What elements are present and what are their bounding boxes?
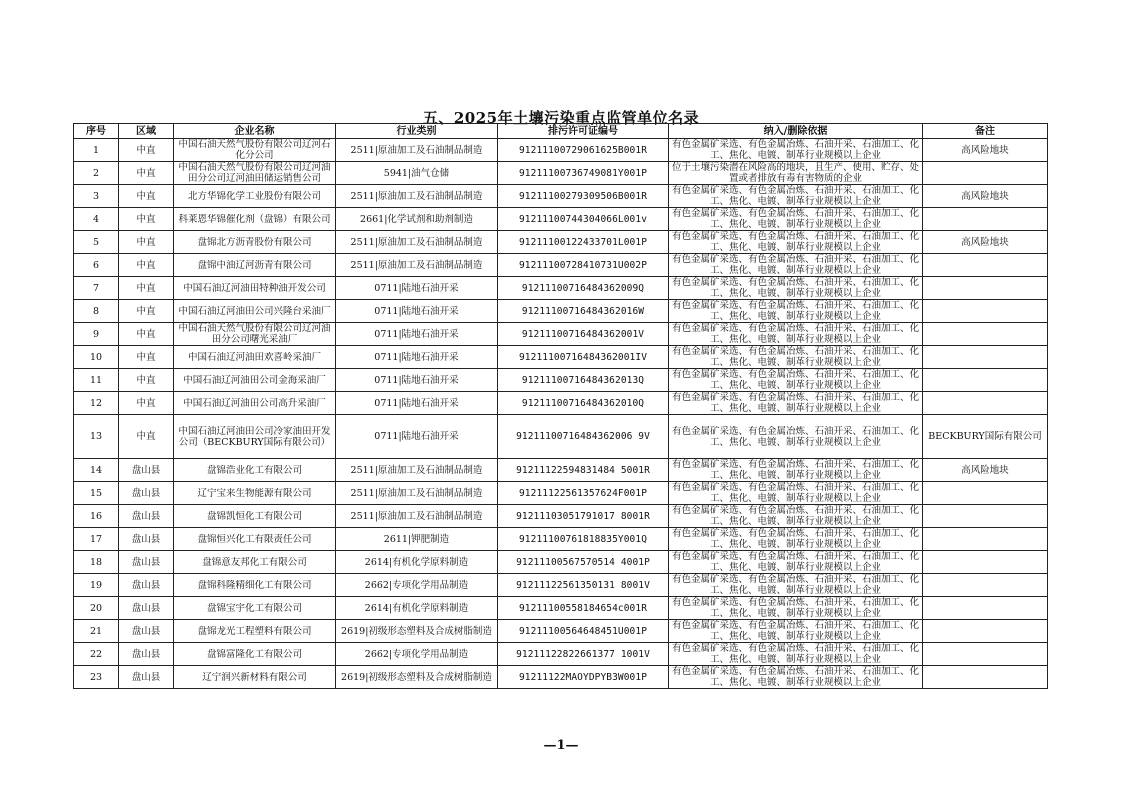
cell-region: 中直 (119, 300, 174, 323)
page-number: —1— (543, 738, 579, 753)
cell-permit: 91211122594831484 5001R (498, 459, 669, 482)
cell-basis (669, 528, 923, 551)
table-row (74, 346, 1048, 369)
cell-remark: 高风险地块 (923, 231, 1048, 254)
cell-basis-text: 有色金属矿采选、有色金属冶炼、石油开采、石油加工、化工、焦化、电镀、制革行业规模以上企业 (671, 323, 919, 345)
cell-name (174, 459, 336, 482)
cell-basis-text: 有色金属矿采选、有色金属冶炼、石油开采、石油加工、化工、焦化、电镀、制革行业规模以上企业 (671, 574, 919, 596)
cell-name (174, 528, 336, 551)
cell-region: 中直 (119, 208, 174, 231)
cell-permit: 91211100729061625B001R (498, 139, 669, 162)
cell-region: 盘山县 (119, 505, 174, 528)
cell-basis-text: 有色金属矿采选、有色金属冶炼、石油开采、石油加工、化工、焦化、电镀、制革行业规模以上企业 (671, 528, 919, 550)
cell-name-text: 盘锦浩业化工有限公司 (206, 464, 302, 476)
cell-permit: 91211100122433701L001P (498, 231, 669, 254)
table-row (74, 597, 1048, 620)
cell-permit: 91211100744304066L001v (498, 208, 669, 231)
cell-remark (923, 346, 1048, 369)
cell-no: 17 (74, 528, 119, 551)
cell-no: 6 (74, 254, 119, 277)
cell-industry: 2511|原油加工及石油制品制造 (336, 231, 498, 254)
cell-region: 盘山县 (119, 528, 174, 551)
cell-basis-text: 有色金属矿采选、有色金属冶炼、石油开采、石油加工、化工、焦化、电镀、制革行业规模以上企业 (671, 208, 919, 230)
cell-no: 11 (74, 369, 119, 392)
cell-basis-text: 有色金属矿采选、有色金属冶炼、石油开采、石油加工、化工、焦化、电镀、制革行业规模以上企业 (671, 505, 919, 527)
cell-remark (923, 643, 1048, 666)
cell-basis (669, 415, 923, 459)
column-header-permit: 排污许可证编号 (498, 124, 669, 139)
table-row (74, 162, 1048, 185)
cell-industry: 2661|化学试剂和助剂制造 (336, 208, 498, 231)
cell-name-text: 中国石油天然气股份有限公司辽河石化分公司 (178, 139, 331, 161)
cell-basis (669, 277, 923, 300)
cell-region: 中直 (119, 254, 174, 277)
cell-no: 21 (74, 620, 119, 643)
cell-basis (669, 505, 923, 528)
cell-no: 4 (74, 208, 119, 231)
cell-industry: 2511|原油加工及石油制品制造 (336, 139, 498, 162)
cell-name-text: 北方华锦化学工业股份有限公司 (187, 190, 321, 202)
column-header-no: 序号 (74, 124, 119, 139)
cell-basis-text: 有色金属矿采选、有色金属冶炼、石油开采、石油加工、化工、焦化、电镀、制革行业规模以上企业 (671, 459, 919, 481)
cell-basis (669, 666, 923, 689)
cell-permit: 91211103051791017 8001R (498, 505, 669, 528)
cell-name-text: 中国石油辽河油田欢喜岭采油厂 (187, 351, 321, 363)
cell-name-text: 中国石油辽河油田公司高升采油厂 (183, 397, 326, 409)
cell-basis-text: 有色金属矿采选、有色金属冶炼、石油开采、石油加工、化工、焦化、电镀、制革行业规模以上企业 (671, 482, 919, 504)
column-header-remark: 备注 (923, 124, 1048, 139)
cell-industry: 2614|有机化学原料制造 (336, 551, 498, 574)
table-row (74, 528, 1048, 551)
cell-region: 中直 (119, 162, 174, 185)
cell-no: 1 (74, 139, 119, 162)
cell-basis-text: 有色金属矿采选、有色金属冶炼、石油开采、石油加工、化工、焦化、电镀、制革行业规模以上企业 (671, 277, 919, 299)
cell-permit: 91211100761818835Y001Q (498, 528, 669, 551)
cell-no: 5 (74, 231, 119, 254)
cell-remark: BECKBURY国际有限公司 (923, 415, 1048, 459)
table-row (74, 574, 1048, 597)
cell-basis-text: 有色金属矿采选、有色金属冶炼、石油开采、石油加工、化工、焦化、电镀、制革行业规模以上企业 (671, 425, 919, 448)
cell-name (174, 185, 336, 208)
cell-basis-text: 有色金属矿采选、有色金属冶炼、石油开采、石油加工、化工、焦化、电镀、制革行业规模以上企业 (671, 346, 919, 368)
table-row (74, 620, 1048, 643)
cell-name (174, 162, 336, 185)
cell-remark (923, 369, 1048, 392)
cell-name-text: 中国石油天然气股份有限公司辽河油田分公司曙光采油厂 (178, 323, 331, 345)
cell-name (174, 482, 336, 505)
cell-name (174, 300, 336, 323)
cell-name (174, 415, 336, 459)
cell-region: 中直 (119, 369, 174, 392)
cell-region: 盘山县 (119, 666, 174, 689)
cell-region: 中直 (119, 346, 174, 369)
cell-remark: 高风险地块 (923, 139, 1048, 162)
cell-basis (669, 139, 923, 162)
cell-basis-text: 有色金属矿采选、有色金属冶炼、石油开采、石油加工、化工、焦化、电镀、制革行业规模以上企业 (671, 369, 919, 391)
cell-no: 12 (74, 392, 119, 415)
cell-basis (669, 254, 923, 277)
cell-basis (669, 459, 923, 482)
cell-region: 中直 (119, 392, 174, 415)
cell-region: 中直 (119, 323, 174, 346)
cell-name (174, 231, 336, 254)
cell-remark: 高风险地块 (923, 459, 1048, 482)
cell-name (174, 574, 336, 597)
cell-basis-text: 有色金属矿采选、有色金属冶炼、石油开采、石油加工、化工、焦化、电镀、制革行业规模以上企业 (671, 139, 919, 161)
cell-name (174, 208, 336, 231)
cell-remark (923, 323, 1048, 346)
table-row (74, 185, 1048, 208)
cell-basis (669, 597, 923, 620)
cell-basis (669, 643, 923, 666)
cell-name (174, 505, 336, 528)
cell-permit: 91211100716484362009Q (498, 277, 669, 300)
cell-name (174, 551, 336, 574)
cell-industry: 2619|初级形态塑料及合成树脂制造 (336, 666, 498, 689)
cell-name-text: 中国石油辽河油田公司冷家油田开发公司（BECKBURY国际有限公司） (178, 425, 331, 448)
cell-industry: 0711|陆地石油开采 (336, 369, 498, 392)
cell-basis (669, 323, 923, 346)
cell-no: 2 (74, 162, 119, 185)
cell-permit: 91211100567570514 4001P (498, 551, 669, 574)
cell-region: 盘山县 (119, 482, 174, 505)
cell-name-text: 中国石油辽河油田公司金海采油厂 (183, 374, 326, 386)
cell-remark (923, 208, 1048, 231)
cell-basis (669, 208, 923, 231)
cell-industry: 0711|陆地石油开采 (336, 392, 498, 415)
table-row (74, 323, 1048, 346)
cell-basis (669, 392, 923, 415)
cell-name-text: 盘锦科隆精细化工有限公司 (197, 579, 312, 591)
cell-permit: 91211100558184654c001R (498, 597, 669, 620)
cell-name-text: 盘锦中油辽河沥青有限公司 (197, 259, 312, 271)
cell-name-text: 辽宁润兴新材料有限公司 (202, 671, 307, 683)
cell-no: 13 (74, 415, 119, 459)
cell-industry: 2619|初级形态塑料及合成树脂制造 (336, 620, 498, 643)
cell-basis-text: 有色金属矿采选、有色金属冶炼、石油开采、石油加工、化工、焦化、电镀、制革行业规模以上企业 (671, 597, 919, 619)
cell-region: 盘山县 (119, 597, 174, 620)
cell-remark (923, 482, 1048, 505)
table-header-row (74, 124, 1048, 139)
table-row (74, 231, 1048, 254)
table-row (74, 482, 1048, 505)
cell-no: 16 (74, 505, 119, 528)
cell-no: 14 (74, 459, 119, 482)
cell-name-text: 中国石油辽河油田公司兴隆台采油厂 (178, 305, 331, 317)
cell-basis (669, 300, 923, 323)
cell-name-text: 盘锦恒兴化工有限责任公司 (197, 533, 312, 545)
cell-remark (923, 254, 1048, 277)
cell-region: 中直 (119, 185, 174, 208)
cell-basis-text: 有色金属矿采选、有色金属冶炼、石油开采、石油加工、化工、焦化、电镀、制革行业规模以上企业 (671, 231, 919, 253)
cell-remark (923, 528, 1048, 551)
cell-industry: 2611|钾肥制造 (336, 528, 498, 551)
table-row (74, 505, 1048, 528)
page-title: 五、2025年土壤污染重点监管单位名录 (422, 109, 700, 127)
cell-basis (669, 620, 923, 643)
cell-permit: 91211100279309506B001R (498, 185, 669, 208)
cell-basis (669, 551, 923, 574)
cell-basis-text: 有色金属矿采选、有色金属冶炼、石油开采、石油加工、化工、焦化、电镀、制革行业规模以上企业 (671, 551, 919, 573)
cell-remark (923, 277, 1048, 300)
cell-industry: 2662|专项化学用品制造 (336, 574, 498, 597)
cell-remark (923, 392, 1048, 415)
cell-industry: 0711|陆地石油开采 (336, 346, 498, 369)
cell-region: 盘山县 (119, 459, 174, 482)
cell-no: 3 (74, 185, 119, 208)
cell-region: 中直 (119, 277, 174, 300)
cell-no: 23 (74, 666, 119, 689)
cell-name-text: 盘锦龙光工程塑料有限公司 (197, 625, 312, 637)
cell-no: 7 (74, 277, 119, 300)
cell-permit: 91211100728410731U002P (498, 254, 669, 277)
cell-basis-text: 有色金属矿采选、有色金属冶炼、石油开采、石油加工、化工、焦化、电镀、制革行业规模以上企业 (671, 300, 919, 322)
cell-basis (669, 574, 923, 597)
cell-no: 15 (74, 482, 119, 505)
cell-industry: 2662|专项化学用品制造 (336, 643, 498, 666)
cell-region: 盘山县 (119, 551, 174, 574)
cell-name-text: 盘锦富隆化工有限公司 (206, 648, 302, 660)
table-row (74, 208, 1048, 231)
cell-industry: 5941|油气仓储 (336, 162, 498, 185)
cell-permit: 91211100716484362010Q (498, 392, 669, 415)
cell-basis (669, 162, 923, 185)
cell-permit: 91211122561350131 8001V (498, 574, 669, 597)
cell-name-text: 辽宁宝来生物能源有限公司 (197, 487, 312, 499)
cell-permit: 91211100716484362006 9V (498, 415, 669, 459)
cell-region: 中直 (119, 415, 174, 459)
cell-remark: 高风险地块 (923, 185, 1048, 208)
pollution-unit-register-table (73, 123, 1048, 689)
cell-industry: 2511|原油加工及石油制品制造 (336, 505, 498, 528)
table-row (74, 139, 1048, 162)
cell-basis (669, 185, 923, 208)
cell-permit: 91211100736749081Y001P (498, 162, 669, 185)
cell-basis (669, 346, 923, 369)
cell-name (174, 346, 336, 369)
cell-basis-text: 有色金属矿采选、有色金属冶炼、石油开采、石油加工、化工、焦化、电镀、制革行业规模以上企业 (671, 392, 919, 414)
cell-region: 盘山县 (119, 574, 174, 597)
cell-remark (923, 300, 1048, 323)
cell-name (174, 254, 336, 277)
cell-no: 22 (74, 643, 119, 666)
cell-basis (669, 231, 923, 254)
table-row (74, 277, 1048, 300)
table-row (74, 369, 1048, 392)
column-header-industry: 行业类别 (336, 124, 498, 139)
table-row (74, 392, 1048, 415)
cell-no: 18 (74, 551, 119, 574)
column-header-basis: 纳入/删除依据 (669, 124, 923, 139)
cell-permit: 91211100716484362013Q (498, 369, 669, 392)
cell-industry: 0711|陆地石油开采 (336, 277, 498, 300)
cell-name-text: 中国石油天然气股份有限公司辽河油田分公司辽河油田储运销售公司 (178, 162, 331, 184)
cell-industry: 0711|陆地石油开采 (336, 323, 498, 346)
cell-remark (923, 162, 1048, 185)
column-header-company: 企业名称 (174, 124, 336, 139)
cell-permit: 91211100716484362016W (498, 300, 669, 323)
cell-permit: 91211122561357624F001P (498, 482, 669, 505)
cell-name (174, 620, 336, 643)
cell-region: 盘山县 (119, 620, 174, 643)
table-row (74, 643, 1048, 666)
cell-industry: 2511|原油加工及石油制品制造 (336, 254, 498, 277)
cell-name (174, 277, 336, 300)
cell-no: 8 (74, 300, 119, 323)
cell-basis-text: 有色金属矿采选、有色金属冶炼、石油开采、石油加工、化工、焦化、电镀、制革行业规模以上企业 (671, 185, 919, 207)
cell-name (174, 666, 336, 689)
cell-name (174, 597, 336, 620)
cell-basis-text: 有色金属矿采选、有色金属冶炼、石油开采、石油加工、化工、焦化、电镀、制革行业规模以上企业 (671, 666, 919, 688)
cell-region: 中直 (119, 231, 174, 254)
cell-name-text: 盘锦宝宇化工有限公司 (206, 602, 302, 614)
cell-permit: 91211100716484362001IV (498, 346, 669, 369)
cell-industry: 0711|陆地石油开采 (336, 300, 498, 323)
cell-name (174, 643, 336, 666)
cell-permit: 91211122MAOYDPYB3W001P (498, 666, 669, 689)
cell-region: 盘山县 (119, 643, 174, 666)
cell-industry: 2614|有机化学原料制造 (336, 597, 498, 620)
cell-name-text: 盘锦意友邦化工有限公司 (202, 556, 307, 568)
table-row (74, 415, 1048, 459)
cell-no: 9 (74, 323, 119, 346)
cell-no: 19 (74, 574, 119, 597)
cell-name-text: 科莱恩华锦催化剂（盘锦）有限公司 (178, 213, 331, 225)
cell-name (174, 323, 336, 346)
cell-remark (923, 551, 1048, 574)
cell-basis-text: 有色金属矿采选、有色金属冶炼、石油开采、石油加工、化工、焦化、电镀、制革行业规模以上企业 (671, 620, 919, 642)
cell-permit: 91211100716484362001V (498, 323, 669, 346)
cell-industry: 2511|原油加工及石油制品制造 (336, 459, 498, 482)
cell-region: 中直 (119, 139, 174, 162)
cell-remark (923, 505, 1048, 528)
cell-name (174, 369, 336, 392)
cell-name (174, 392, 336, 415)
cell-permit: 91211100564648451U001P (498, 620, 669, 643)
table-row (74, 459, 1048, 482)
column-header-region: 区域 (119, 124, 174, 139)
cell-industry: 2511|原油加工及石油制品制造 (336, 482, 498, 505)
cell-name-text: 盘锦凯恒化工有限公司 (206, 510, 302, 522)
cell-remark (923, 666, 1048, 689)
cell-basis (669, 482, 923, 505)
cell-no: 20 (74, 597, 119, 620)
cell-name (174, 139, 336, 162)
cell-remark (923, 597, 1048, 620)
cell-name-text: 中国石油辽河油田特种油开发公司 (183, 282, 326, 294)
table-row (74, 254, 1048, 277)
cell-no: 10 (74, 346, 119, 369)
table-row (74, 666, 1048, 689)
cell-remark (923, 620, 1048, 643)
cell-basis-text: 有色金属矿采选、有色金属冶炼、石油开采、石油加工、化工、焦化、电镀、制革行业规模以上企业 (671, 254, 919, 276)
cell-remark (923, 574, 1048, 597)
cell-name-text: 盘锦北方沥青股份有限公司 (197, 236, 312, 248)
table-row (74, 551, 1048, 574)
cell-basis-text: 有色金属矿采选、有色金属冶炼、石油开采、石油加工、化工、焦化、电镀、制革行业规模以上企业 (671, 643, 919, 665)
cell-basis (669, 369, 923, 392)
cell-basis-text: 位于土壤污染潜在风险高的地块，且生产、使用、贮存、处置或者排放有毒有害物质的企业 (671, 162, 919, 184)
table-row (74, 300, 1048, 323)
cell-permit: 91211122822661377 1001V (498, 643, 669, 666)
cell-industry: 0711|陆地石油开采 (336, 415, 498, 459)
cell-industry: 2511|原油加工及石油制品制造 (336, 185, 498, 208)
